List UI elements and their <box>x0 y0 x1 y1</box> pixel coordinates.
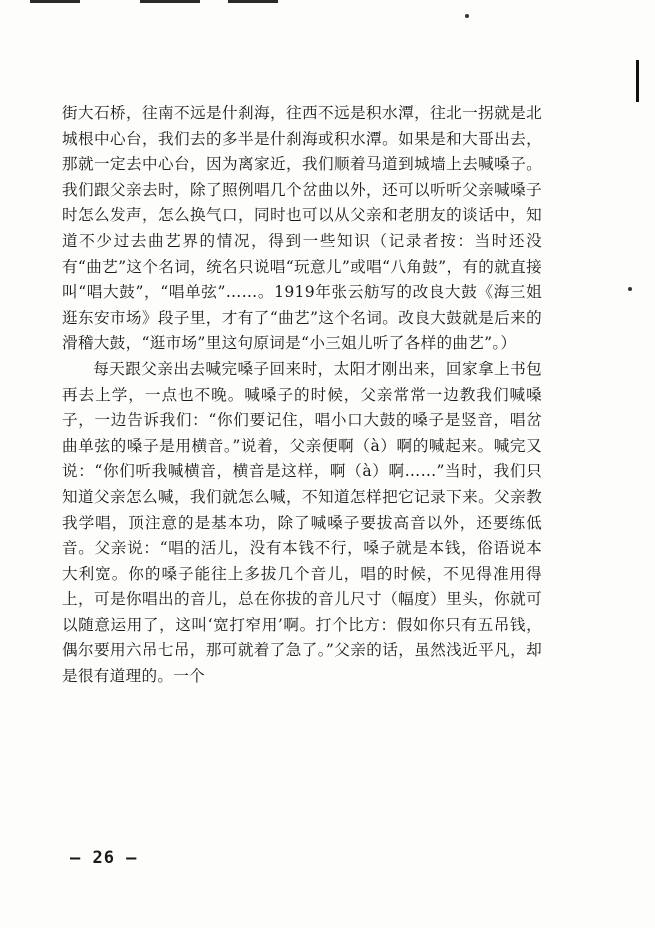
scan-edge-mark <box>228 0 278 3</box>
scan-edge-mark <box>30 0 80 3</box>
paragraph: 街大石桥，往南不远是什刹海，往西不远是积水潭，往北一拐就是北城根中心台，我们去的多半是什刹海或积水潭。如果是和大哥出去，那就一定去中心台，因为离家近，我们顺着马道到城墙上去喊嗓子。我们跟父亲去时，除了照例唱几个岔曲以外，还可以听听父亲喊嗓子时怎么发声，怎么换气口，同时也可以从父亲和老朋友的谈话中，知道不少过去曲艺界的情况，得到一些知识（记录者按：当时还没有“曲艺”这个名词，统名只说唱“玩意儿”或唱“八角鼓”，有的就直接叫“唱大鼓”，“唱单弦”……。1919年张云舫写的改良大鼓《海三姐逛东安市场》段子里，才有了“曲艺”这个名词。改良大鼓就是后来的滑稽大鼓，“逛市场”里这句原词是“小三姐儿听了各样的曲艺”。） <box>62 104 542 353</box>
scan-speck <box>628 287 632 291</box>
scan-speck <box>465 14 469 18</box>
scan-edge-bar <box>636 60 639 102</box>
body-text <box>62 101 542 690</box>
paragraph: 每天跟父亲出去喊完嗓子回来时，太阳才刚出来，回家拿上书包再去上学，一点也不晚。喊嗓子的时候，父亲常常一边教我们喊嗓子，一边告诉我们：“你们要记住，唱小口大鼓的嗓子是竖音，唱岔曲单弦的嗓子是用横音。”说着，父亲便啊（à）啊的喊起来。喊完又说：“你们听我喊横音，横音是这样，啊（à）啊……”当时，我们只知道父亲怎么喊，我们就怎么喊，不知道怎样把它记录下来。父亲教我学唱，顶注意的是基本功，除了喊嗓子要拔高音以外，还要练低音。父亲说：“唱的活儿，没有本钱不行，嗓子就是本钱，俗语说本大利宽。你的嗓子能往上多拔几个音儿，唱的时候，不见得准用得上，可是你唱出的音儿，总在你拔的音儿尺寸（幅度）里头，你就可以随意运用了，这叫‘宽打窄用’啊。打个比方：假如你只有五吊钱，偶尔要用六吊七吊，那可就着了急了。”父亲的话，虽然浅近平凡，却是很有道理的。一个 <box>62 359 542 686</box>
scan-edge-mark <box>140 0 200 3</box>
page-number: — 26 — <box>70 848 138 868</box>
